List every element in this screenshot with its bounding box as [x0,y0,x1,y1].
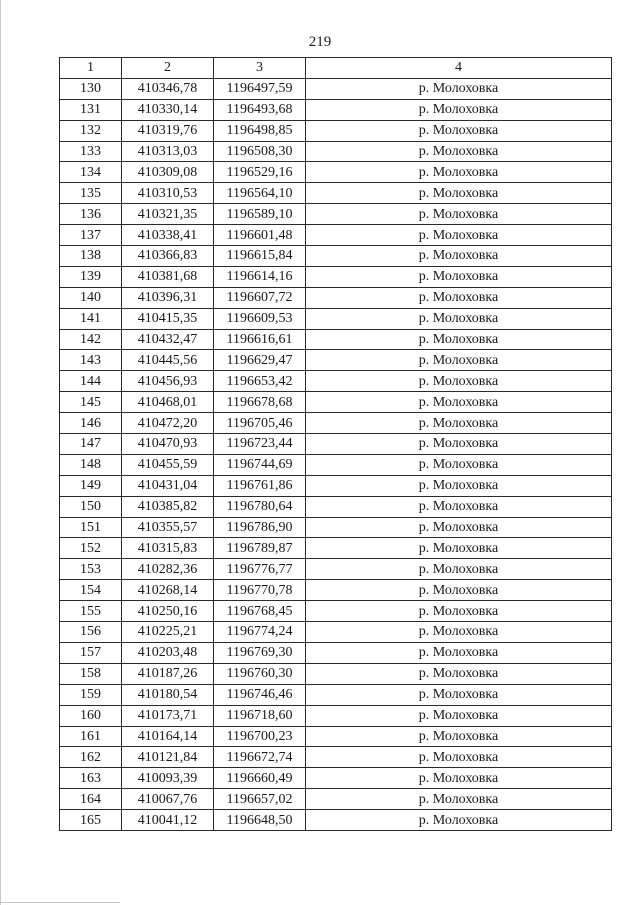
cell-y-coordinate: 1196761,86 [214,475,306,496]
cell-point-number: 132 [60,120,122,141]
cell-y-coordinate: 1196629,47 [214,350,306,371]
cell-y-coordinate: 1196508,30 [214,141,306,162]
cell-description: р. Молоховка [306,622,612,643]
cell-description: р. Молоховка [306,684,612,705]
cell-description: р. Молоховка [306,601,612,622]
cell-point-number: 146 [60,413,122,434]
cell-point-number: 163 [60,768,122,789]
cell-point-number: 144 [60,371,122,392]
cell-x-coordinate: 410432,47 [122,329,214,350]
cell-y-coordinate: 1196672,74 [214,747,306,768]
cell-description: р. Молоховка [306,308,612,329]
table-row [60,768,612,789]
cell-x-coordinate: 410385,82 [122,496,214,517]
cell-point-number: 149 [60,475,122,496]
table-row [60,308,612,329]
table-row [60,413,612,434]
cell-point-number: 162 [60,747,122,768]
cell-y-coordinate: 1196498,85 [214,120,306,141]
table-row [60,747,612,768]
cell-x-coordinate: 410366,83 [122,246,214,267]
cell-x-coordinate: 410445,56 [122,350,214,371]
cell-y-coordinate: 1196776,77 [214,559,306,580]
cell-description: р. Молоховка [306,496,612,517]
cell-point-number: 158 [60,663,122,684]
cell-x-coordinate: 410041,12 [122,810,214,831]
table-row [60,225,612,246]
column-header-description: 4 [306,58,612,79]
table-row [60,246,612,267]
cell-x-coordinate: 410468,01 [122,392,214,413]
cell-point-number: 159 [60,684,122,705]
cell-point-number: 136 [60,204,122,225]
cell-description: р. Молоховка [306,434,612,455]
cell-y-coordinate: 1196723,44 [214,434,306,455]
cell-description: р. Молоховка [306,726,612,747]
table-row [60,392,612,413]
table-row [60,287,612,308]
cell-y-coordinate: 1196789,87 [214,538,306,559]
cell-x-coordinate: 410381,68 [122,266,214,287]
cell-point-number: 135 [60,183,122,204]
cell-y-coordinate: 1196564,10 [214,183,306,204]
cell-x-coordinate: 410396,31 [122,287,214,308]
cell-description: р. Молоховка [306,183,612,204]
cell-y-coordinate: 1196609,53 [214,308,306,329]
cell-y-coordinate: 1196769,30 [214,642,306,663]
scan-edge-bottom [0,902,120,903]
cell-description: р. Молоховка [306,789,612,810]
cell-point-number: 152 [60,538,122,559]
table-row [60,601,612,622]
cell-x-coordinate: 410225,21 [122,622,214,643]
cell-point-number: 160 [60,705,122,726]
cell-description: р. Молоховка [306,120,612,141]
cell-y-coordinate: 1196660,49 [214,768,306,789]
cell-y-coordinate: 1196744,69 [214,454,306,475]
cell-x-coordinate: 410415,35 [122,308,214,329]
table-row [60,810,612,831]
cell-point-number: 138 [60,246,122,267]
cell-y-coordinate: 1196653,42 [214,371,306,392]
table-row [60,78,612,99]
cell-description: р. Молоховка [306,246,612,267]
cell-y-coordinate: 1196746,46 [214,684,306,705]
cell-y-coordinate: 1196760,30 [214,663,306,684]
cell-description: р. Молоховка [306,475,612,496]
cell-description: р. Молоховка [306,768,612,789]
cell-point-number: 147 [60,434,122,455]
table-row [60,538,612,559]
cell-x-coordinate: 410164,14 [122,726,214,747]
cell-y-coordinate: 1196529,16 [214,162,306,183]
cell-y-coordinate: 1196616,61 [214,329,306,350]
cell-description: р. Молоховка [306,99,612,120]
cell-description: р. Молоховка [306,663,612,684]
cell-x-coordinate: 410456,93 [122,371,214,392]
table-row [60,496,612,517]
cell-description: р. Молоховка [306,580,612,601]
cell-point-number: 164 [60,789,122,810]
cell-y-coordinate: 1196497,59 [214,78,306,99]
cell-y-coordinate: 1196657,02 [214,789,306,810]
cell-x-coordinate: 410431,04 [122,475,214,496]
cell-y-coordinate: 1196607,72 [214,287,306,308]
cell-x-coordinate: 410250,16 [122,601,214,622]
cell-description: р. Молоховка [306,538,612,559]
cell-y-coordinate: 1196780,64 [214,496,306,517]
cell-point-number: 150 [60,496,122,517]
cell-y-coordinate: 1196786,90 [214,517,306,538]
cell-y-coordinate: 1196770,78 [214,580,306,601]
cell-y-coordinate: 1196700,23 [214,726,306,747]
cell-x-coordinate: 410330,14 [122,99,214,120]
table-row [60,120,612,141]
table-row [60,726,612,747]
cell-x-coordinate: 410309,08 [122,162,214,183]
cell-description: р. Молоховка [306,392,612,413]
cell-description: р. Молоховка [306,287,612,308]
table-row [60,517,612,538]
table-row [60,183,612,204]
table-row [60,99,612,120]
column-header-x-coordinate: 2 [122,58,214,79]
table-row [60,454,612,475]
cell-description: р. Молоховка [306,204,612,225]
table-row [60,622,612,643]
cell-point-number: 155 [60,601,122,622]
cell-x-coordinate: 410315,83 [122,538,214,559]
cell-x-coordinate: 410472,20 [122,413,214,434]
cell-y-coordinate: 1196705,46 [214,413,306,434]
cell-x-coordinate: 410470,93 [122,434,214,455]
cell-description: р. Молоховка [306,747,612,768]
cell-x-coordinate: 410310,53 [122,183,214,204]
cell-description: р. Молоховка [306,454,612,475]
cell-point-number: 157 [60,642,122,663]
cell-description: р. Молоховка [306,329,612,350]
cell-x-coordinate: 410203,48 [122,642,214,663]
table-row [60,204,612,225]
cell-description: р. Молоховка [306,225,612,246]
cell-y-coordinate: 1196493,68 [214,99,306,120]
cell-point-number: 154 [60,580,122,601]
cell-description: р. Молоховка [306,266,612,287]
table-header-row [60,58,612,79]
cell-y-coordinate: 1196718,60 [214,705,306,726]
cell-x-coordinate: 410319,76 [122,120,214,141]
cell-x-coordinate: 410067,76 [122,789,214,810]
cell-x-coordinate: 410121,84 [122,747,214,768]
cell-x-coordinate: 410180,54 [122,684,214,705]
table-row [60,371,612,392]
table-row [60,642,612,663]
cell-point-number: 133 [60,141,122,162]
cell-x-coordinate: 410313,03 [122,141,214,162]
table-row [60,663,612,684]
cell-point-number: 142 [60,329,122,350]
column-header-point-number: 1 [60,58,122,79]
cell-point-number: 140 [60,287,122,308]
cell-description: р. Молоховка [306,371,612,392]
cell-description: р. Молоховка [306,810,612,831]
cell-y-coordinate: 1196589,10 [214,204,306,225]
cell-description: р. Молоховка [306,350,612,371]
cell-y-coordinate: 1196648,50 [214,810,306,831]
cell-y-coordinate: 1196774,24 [214,622,306,643]
table-row [60,580,612,601]
table-row [60,559,612,580]
cell-y-coordinate: 1196614,16 [214,266,306,287]
cell-description: р. Молоховка [306,413,612,434]
cell-point-number: 130 [60,78,122,99]
table-row [60,705,612,726]
cell-x-coordinate: 410321,35 [122,204,214,225]
cell-y-coordinate: 1196615,84 [214,246,306,267]
table-row [60,789,612,810]
cell-point-number: 151 [60,517,122,538]
cell-x-coordinate: 410282,36 [122,559,214,580]
cell-description: р. Молоховка [306,141,612,162]
cell-x-coordinate: 410093,39 [122,768,214,789]
cell-x-coordinate: 410455,59 [122,454,214,475]
scan-edge-left [0,0,1,905]
cell-description: р. Молоховка [306,78,612,99]
cell-point-number: 141 [60,308,122,329]
cell-x-coordinate: 410268,14 [122,580,214,601]
cell-x-coordinate: 410338,41 [122,225,214,246]
cell-x-coordinate: 410355,57 [122,517,214,538]
cell-description: р. Молоховка [306,559,612,580]
cell-y-coordinate: 1196601,48 [214,225,306,246]
cell-x-coordinate: 410187,26 [122,663,214,684]
cell-point-number: 139 [60,266,122,287]
cell-point-number: 134 [60,162,122,183]
cell-y-coordinate: 1196768,45 [214,601,306,622]
cell-description: р. Молоховка [306,705,612,726]
cell-y-coordinate: 1196678,68 [214,392,306,413]
cell-point-number: 153 [60,559,122,580]
table-row [60,141,612,162]
cell-description: р. Молоховка [306,162,612,183]
cell-description: р. Молоховка [306,517,612,538]
page-number: 219 [308,34,332,50]
cell-description: р. Молоховка [306,642,612,663]
cell-point-number: 137 [60,225,122,246]
table-row [60,475,612,496]
table-row [60,684,612,705]
table-row [60,434,612,455]
table-row [60,266,612,287]
cell-point-number: 131 [60,99,122,120]
cell-x-coordinate: 410346,78 [122,78,214,99]
table-row [60,329,612,350]
cell-point-number: 165 [60,810,122,831]
cell-point-number: 156 [60,622,122,643]
table-body [60,78,612,830]
column-header-y-coordinate: 3 [214,58,306,79]
table-row [60,350,612,371]
cell-x-coordinate: 410173,71 [122,705,214,726]
cell-point-number: 161 [60,726,122,747]
cell-point-number: 143 [60,350,122,371]
coordinates-table [59,57,612,831]
cell-point-number: 145 [60,392,122,413]
table-row [60,162,612,183]
cell-point-number: 148 [60,454,122,475]
